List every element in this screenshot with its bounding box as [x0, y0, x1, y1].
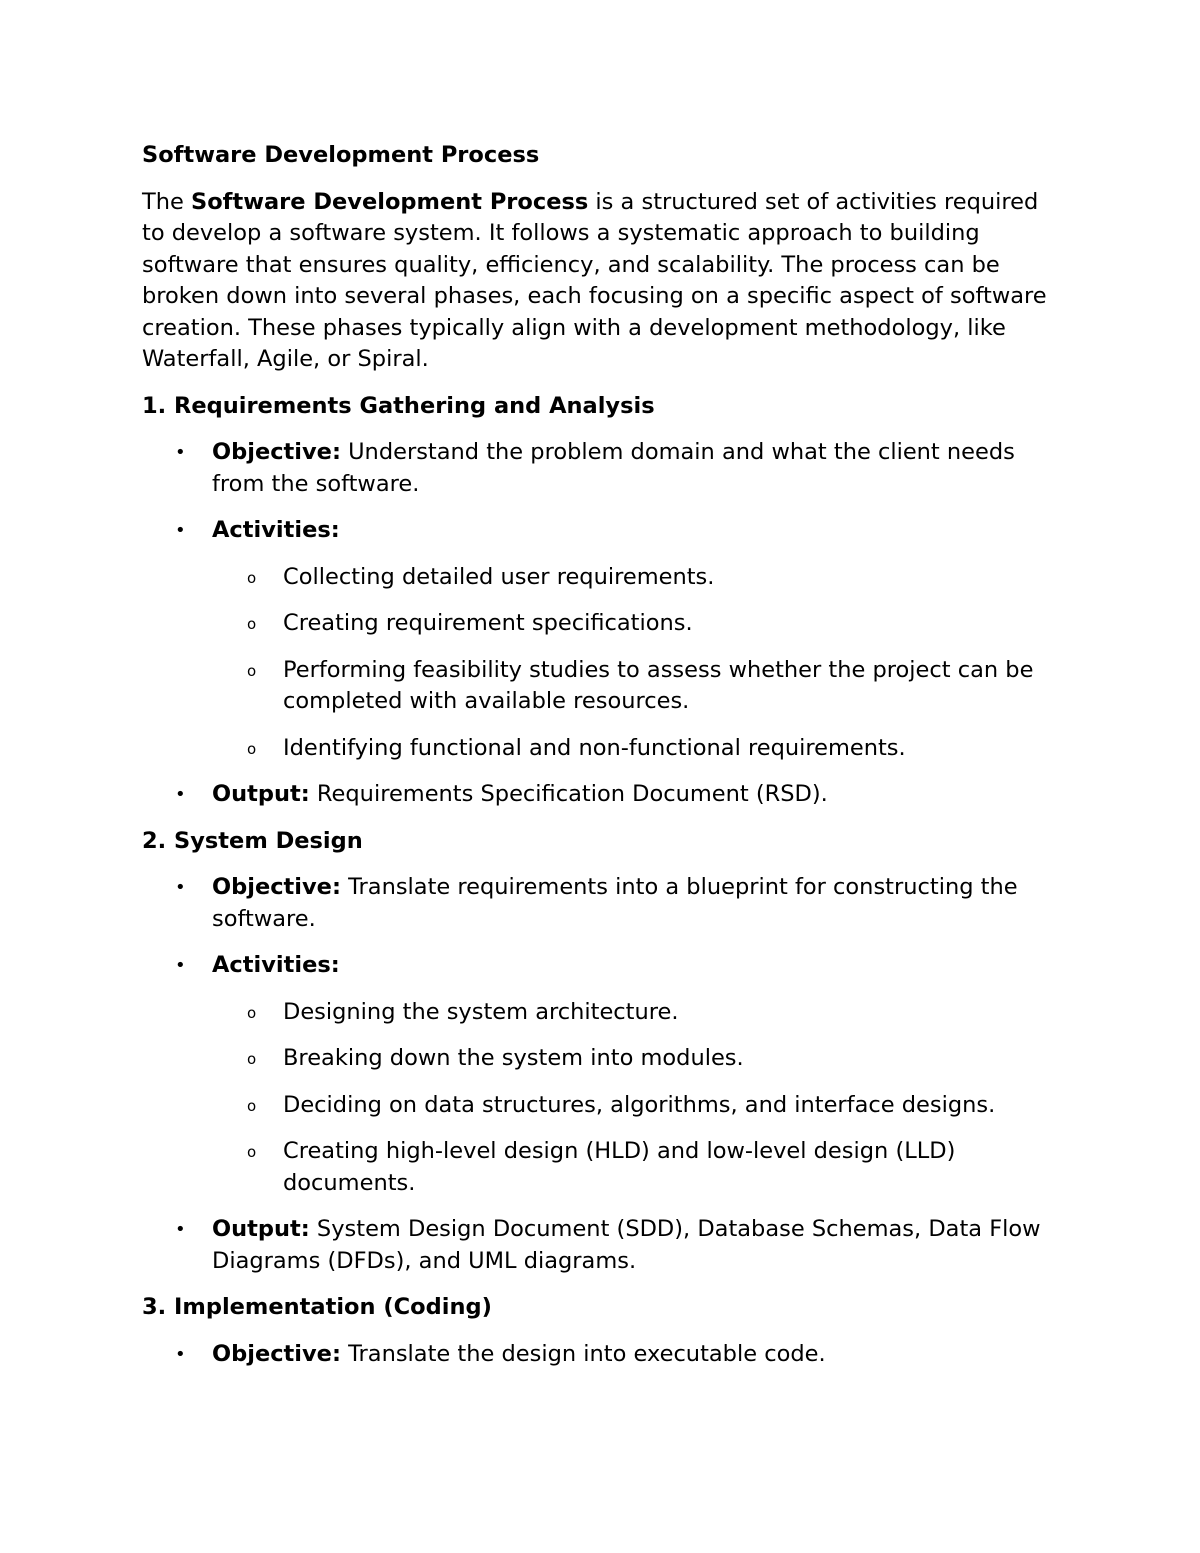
list-item-objective — [142, 437, 1062, 500]
activity-item — [212, 733, 1062, 765]
bullet-icon: • — [175, 1219, 186, 1240]
list-item-objective — [142, 1339, 1062, 1371]
bullet-icon: • — [175, 784, 186, 805]
output-text: Requirements Specification Document (RSD). — [309, 781, 828, 807]
bullet-icon: • — [175, 1343, 186, 1365]
section-list-requirements — [142, 437, 1062, 811]
output-label: Output: — [212, 781, 310, 807]
bullet-icon: • — [175, 955, 186, 976]
section-list-system-design — [142, 872, 1062, 1277]
sub-bullet-icon: o — [247, 661, 257, 680]
sub-bullet-icon: o — [247, 1003, 257, 1022]
objective-label: Objective: — [212, 439, 341, 465]
activities-list — [212, 562, 1062, 765]
sub-bullet-icon: o — [247, 568, 257, 587]
intro-prefix: The — [142, 188, 191, 215]
activity-text: Breaking down the system into modules. — [283, 1045, 744, 1071]
activity-text: Performing feasibility studies to assess whether the project can be completed with available resources. — [283, 656, 1034, 714]
output-text: System Design Document (SDD), Database Schemas, Data Flow Diagrams (DFDs), and UML diagrams. — [212, 1216, 1041, 1274]
output-label: Output: — [212, 1216, 310, 1242]
activity-item — [212, 1043, 1062, 1075]
list-item-output — [142, 1214, 1062, 1277]
activity-item — [212, 1090, 1062, 1122]
bullet-icon: • — [175, 442, 186, 463]
intro-paragraph — [142, 187, 1062, 376]
document-title: Software Development Process — [142, 142, 540, 168]
document-page — [142, 140, 1062, 1385]
activity-text: Identifying functional and non-functional requirements. — [283, 734, 906, 761]
activity-item — [212, 608, 1062, 640]
activity-text: Creating requirement specifications. — [283, 610, 693, 636]
objective-label: Objective: — [212, 1340, 341, 1367]
activity-item — [212, 997, 1062, 1029]
activity-text: Deciding on data structures, algorithms, and interface designs. — [283, 1091, 996, 1118]
list-item-objective — [142, 872, 1062, 935]
section-list-implementation — [142, 1339, 1062, 1371]
sub-bullet-icon: o — [247, 739, 257, 758]
section-heading-system-design: 2. System Design — [142, 827, 363, 854]
activities-list — [212, 997, 1062, 1200]
activity-text: Collecting detailed user requirements. — [283, 563, 715, 590]
activities-label: Activities: — [212, 952, 340, 978]
activity-text: Creating high-level design (HLD) and low-level design (LLD) documents. — [283, 1138, 956, 1196]
objective-text: Translate the design into executable code. — [340, 1340, 826, 1367]
activity-item — [212, 562, 1062, 594]
activity-item — [212, 1136, 1062, 1199]
activity-text: Designing the system architecture. — [283, 998, 679, 1025]
objective-label: Objective: — [212, 874, 341, 900]
list-item-output — [142, 779, 1062, 811]
sub-bullet-icon: o — [247, 615, 257, 633]
intro-suffix: is a structured set of activities required to develop a software system. It follows a systematic approach to building software that ensures quality, efficiency, and scalability. The process can be broken down into several phases, each focusing on a specific aspect of software creation. These phases typically align with a development methodology, like Waterfall, Agile, or Spiral. — [142, 188, 1047, 372]
activities-label: Activities: — [212, 517, 340, 543]
sub-bullet-icon: o — [247, 1050, 257, 1068]
section-heading-implementation: 3. Implementation (Coding) — [142, 1294, 492, 1320]
bullet-icon: • — [175, 877, 186, 898]
objective-text: Translate requirements into a blueprint for constructing the software. — [212, 874, 1018, 932]
objective-text: Understand the problem domain and what the client needs from the software. — [212, 439, 1015, 497]
sub-bullet-icon: o — [247, 1143, 257, 1161]
list-item-activities — [142, 950, 1062, 1199]
list-item-activities — [142, 515, 1062, 764]
activity-item — [212, 655, 1062, 718]
sub-bullet-icon: o — [247, 1096, 257, 1115]
section-heading-requirements: 1. Requirements Gathering and Analysis — [142, 392, 655, 419]
intro-bold-term: Software Development Process — [191, 188, 589, 215]
bullet-icon: • — [175, 520, 186, 541]
